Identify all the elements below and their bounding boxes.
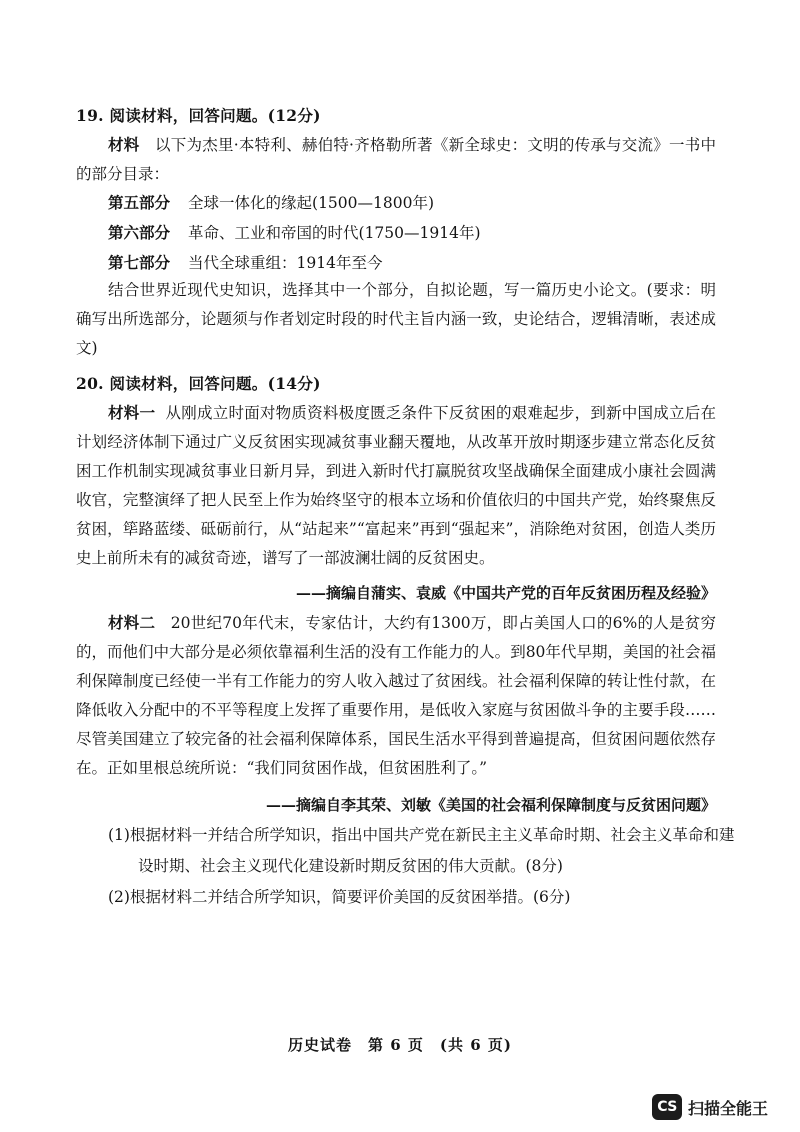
q19-material-label: 材料 <box>108 135 140 154</box>
toc-part-label: 第五部分 <box>108 193 171 212</box>
toc-part-label: 第七部分 <box>108 253 171 272</box>
q19-material-text: 以下为杰里·本特利、赫伯特·齐格勒所著《新全球史：文明的传承与交流》一书中的部分目录： <box>76 136 716 183</box>
toc-item <box>108 218 481 248</box>
q20-material-1-label: 材料一 <box>108 403 156 422</box>
camscanner-logo-icon: CS <box>652 1094 682 1120</box>
camscanner-text: 扫描全能王 <box>688 1098 769 1118</box>
camscanner-watermark <box>652 1094 768 1120</box>
toc-part-title: 全球一体化的缘起(1500—1800年) <box>188 194 435 212</box>
q19-material <box>76 130 716 189</box>
q20-material-1 <box>76 398 716 573</box>
q19-title: 19. 阅读材料，回答问题。(12分) <box>76 106 321 125</box>
q20-subquestion-1: (1)根据材料一并结合所学知识，指出中国共产党在新民主主义革命时期、社会主义革命和建设时期、社会主义现代化建设新时期反贫困的伟大贡献。(8分) <box>108 826 735 875</box>
q20-source-1: ——摘编自蒲实、袁威《中国共产党的百年反贫困历程及经验》 <box>295 584 716 602</box>
toc-part-label: 第六部分 <box>108 223 171 242</box>
toc-item <box>108 188 434 218</box>
toc-part-title: 革命、工业和帝国的时代(1750—1914年) <box>188 224 481 242</box>
q20-subquestion-2: (2)根据材料二并结合所学知识，简要评价美国的反贫困举措。(6分) <box>108 888 571 906</box>
q20-material-2-label: 材料二 <box>108 613 156 632</box>
q20-source-2: ——摘编自李其荣、刘敏《美国的社会福利保障制度与反贫困问题》 <box>265 796 716 814</box>
q19-instruction: 结合世界近现代史知识，选择其中一个部分，自拟论题，写一篇历史小论文。(要求：明确写出所选部分，论题须与作者划定时段的时代主旨内涵一致，史论结合，逻辑清晰，表述成文) <box>76 281 716 357</box>
q20-material-2 <box>76 608 716 783</box>
toc-item <box>108 248 382 278</box>
page-footer: 历史试卷 第 6 页 (共 6 页) <box>288 1036 512 1054</box>
toc-part-title: 当代全球重组：1914年至今 <box>188 254 383 272</box>
q20-title: 20. 阅读材料，回答问题。(14分) <box>76 374 321 393</box>
q20-material-2-text: 20世纪70年代末，专家估计，大约有1300万，即占美国人口的6%的人是贫穷的，而他们中大部分是必须依靠福利生活的没有工作能力的人。到80年代早期，美国的社会福利保障制度已经使一半有工作能力的穷人收入越过了贫困线。社会福利保障的转让性付款，在降低收入分配中的不平等程度上发挥了重要作用，是低收入家庭与贫困做斗争的主要手段……尽管美国建立了较完备的社会福利保障体系，国民生活水平得到普遍提高，但贫困问题依然存在。正如里根总统所说：“我们同贫困作战，但贫困胜利了。” <box>76 614 716 777</box>
q20-material-1-text: 从刚成立时面对物质资料极度匮乏条件下反贫困的艰难起步，到新中国成立后在计划经济体制下通过广义反贫困实现减贫事业翻天覆地，从改革开放时期逐步建立常态化反贫困工作机制实现减贫事业日新月异，到进入新时代打赢脱贫攻坚战确保全面建成小康社会圆满收官，完整演绎了把人民至上作为始终坚守的根本立场和价值依归的中国共产党，始终聚焦反贫困，筚路蓝缕、砥砺前行，从“站起来”“富起来”再到“强起来”，消除绝对贫困，创造人类历史上前所未有的减贫奇迹，谱写了一部波澜壮阔的反贫困史。 <box>76 404 716 567</box>
